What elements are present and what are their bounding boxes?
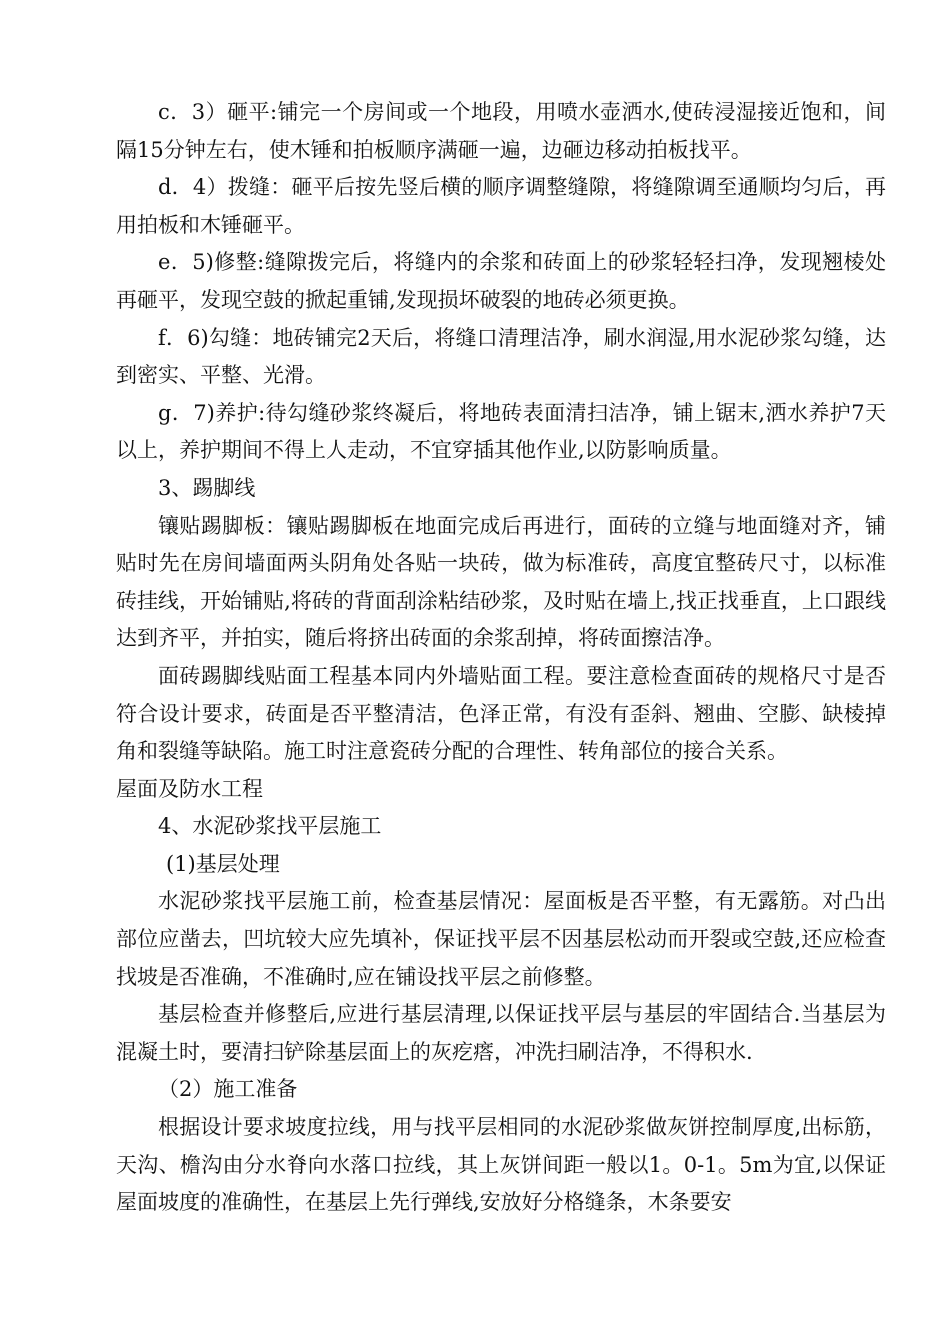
subheading-construction-prep: （2）施工准备: [158, 1077, 298, 1102]
subheading-base-treatment: (1)基层处理: [166, 851, 280, 876]
paragraph-step-f: f．6)勾缝：地砖铺完2天后，将缝口清理洁净，刷水润湿,用水泥砂浆勾缝，达到密实、平整、光滑。: [116, 325, 886, 388]
paragraph-step-e: e．5)修整:缝隙拨完后，将缝内的余浆和砖面上的砂浆轻轻扫净，发现翘棱处再砸平，发现空鼓的掀起重铺,发现损坏破裂的地砖必须更换。: [116, 250, 886, 312]
heading-screed-layer: 4、水泥砂浆找平层施工: [158, 814, 382, 839]
paragraph-skirting-1: 镶贴踢脚板：镶贴踢脚板在地面完成后再进行，面砖的立缝与地面缝对齐，铺贴时先在房间墙面两头阴角处各贴一块砖，做为标准砖，高度宜整砖尺寸，以标准砖挂线，开始铺贴,将砖的背面刮涂粘结砂浆，及时贴在墙上,找正找垂直，上口跟线达到齐平，并拍实，随后将挤出砖面的余浆刮掉，将砖面擦洁净。: [116, 513, 886, 651]
paragraph-skirting-2: 面砖踢脚线贴面工程基本同内外墙贴面工程。要注意检查面砖的规格尺寸是否符合设计要求，砖面是否平整清洁，色泽正常，有没有歪斜、翘曲、空膨、缺棱掉角和裂缝等缺陷。施工时注意瓷砖分配的合理性、转角部位的接合关系。: [116, 663, 886, 764]
paragraph-step-g: g．7)养护:待勾缝砂浆终凝后，将地砖表面清扫洁净，铺上锯末,洒水养护7天以上，养护期间不得上人走动，不宜穿插其他作业,以防影响质量。: [116, 400, 886, 463]
paragraph-base-1: 水泥砂浆找平层施工前，检查基层情况：屋面板是否平整，有无露筋。对凸出部位应凿去，凹坑较大应先填补，保证找平层不因基层松动而开裂或空鼓,还应检查找坡是否准确，不准确时,应在铺设找平层之前修整。: [116, 889, 886, 989]
paragraph-prep-1: 根据设计要求坡度拉线，用与找平层相同的水泥砂浆做灰饼控制厚度,出标筋，天沟、檐沟由分水脊向水落口拉线，其上灰饼间距一般以1。0-1。5m为宜,以保证屋面坡度的准确性，在基层上先行弹线,安放好分格缝条，木条要安: [116, 1115, 886, 1215]
paragraph-step-d: d．4）拨缝：砸平后按先竖后横的顺序调整缝隙，将缝隙调至通顺均匀后，再用拍板和木锤砸平。: [116, 175, 886, 237]
paragraph-step-c: c．3）砸平:铺完一个房间或一个地段，用喷水壶洒水,使砖浸湿接近饱和，间隔15分钟左右，使木锤和拍板顺序满砸一遍，边砸边移动拍板找平。: [116, 100, 886, 162]
paragraph-base-2: 基层检查并修整后,应进行基层清理,以保证找平层与基层的牢固结合.当基层为混凝土时，要清扫铲除基层面上的灰疙瘩，冲洗扫刷洁净，不得积水.: [116, 1002, 886, 1064]
heading-skirting-line: 3、踢脚线: [158, 475, 256, 500]
document-body: [116, 94, 886, 1222]
section-title-roof-waterproof: 屋面及防水工程: [116, 776, 263, 801]
